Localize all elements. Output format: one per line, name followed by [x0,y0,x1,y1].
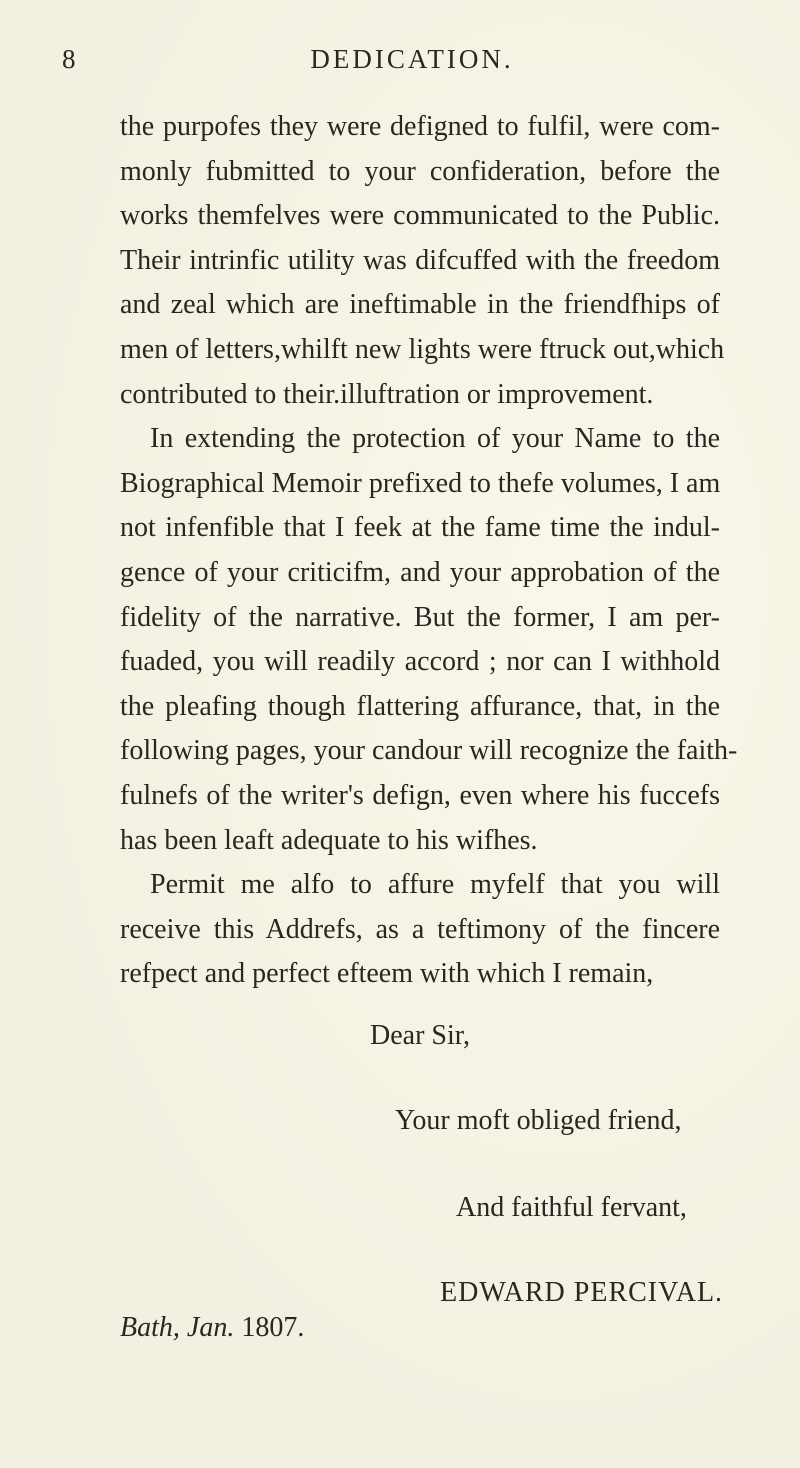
text-line: not infenfible that I feek at the fame time the indul- [120,512,720,544]
text-line: refpect and perfect efteem with which I remain, [120,958,654,990]
text-line: Permit me alfo to affure myfelf that you will [150,869,720,901]
running-head [62,44,722,84]
text-line: works themfelves were communicated to the Public. [120,200,720,232]
text-line: following pages, your candour will recognize the faith- [120,735,738,767]
text-line: the pleafing though flattering affurance, that, in the [120,690,720,722]
text-line: In extending the protection of your Name to the [150,423,720,455]
complimentary-close: Your moft obliged friend, [395,1105,682,1136]
salutation: Dear Sir, [370,1020,470,1051]
place-date [120,1312,304,1344]
servant-line: And faithful fervant, [456,1192,687,1223]
dedication-body [120,105,738,997]
text-line: fulnefs of the writer's defign, even where his fuccefs [120,779,720,811]
text-line: monly fubmitted to your confideration, before the [120,155,720,187]
text-line: has been leaft adequate to his wifhes. [120,824,538,856]
text-line: contributed to their.illuftration or improvement. [120,378,654,410]
text-line: men of letters,whilft new lights were ftruck out,which [120,333,725,365]
date-year: 1807. [241,1312,305,1343]
place: Bath, [120,1312,180,1343]
text-line: Their intrinfic utility was difcuffed with the freedom [120,244,720,276]
page-number: 8 [62,44,79,74]
date-month: Jan. [186,1312,235,1343]
text-line: receive this Addrefs, as a teftimony of the fincere [120,913,720,945]
text-line: fuaded, you will readily accord ; nor can I withhold [120,646,720,678]
signature: EDWARD PERCIVAL. [440,1277,724,1308]
text-line: fidelity of the narrative. But the former, I am per- [120,601,720,633]
text-line: and zeal which are ineftimable in the friendfhips of [120,289,720,321]
running-head-title: DEDICATION. [310,44,514,74]
text-line: Biographical Memoir prefixed to thefe volumes, I am [120,467,721,499]
text-line: the purpofes they were defigned to fulfil, were com- [120,111,720,142]
text-line: gence of your criticifm, and your approbation of the [120,556,720,588]
